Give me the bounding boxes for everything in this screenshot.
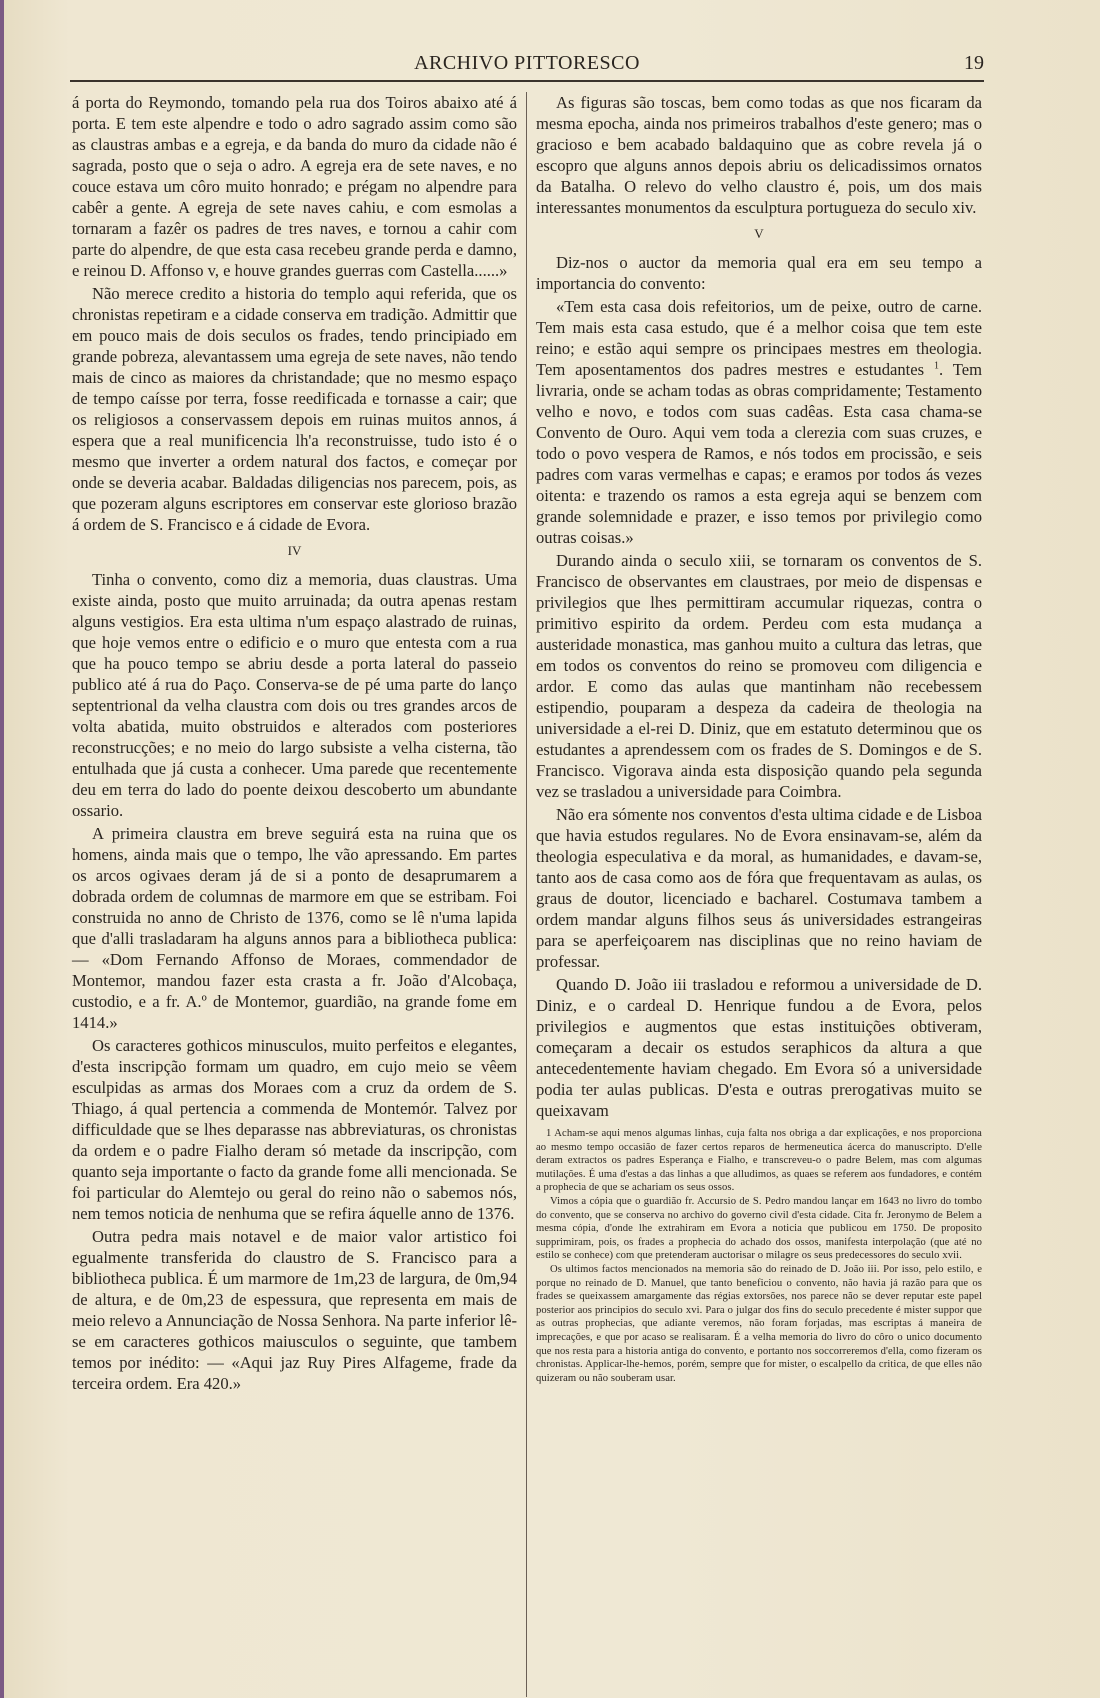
paragraph: á porta do Reymondo, tomando pela rua dos Toiros abaixo até á porta. E tem este alpendre e todo o adro sagrado assim como são as claustras ambas e a egreja, e da banda do muro da cidade não é sagrada, posto que o seja o adro. A egreja era de sete naves, e no couce estava um côro muito honrado; e prégam no alpendre para cabêr a gente. A egreja de sete naves cahiu, e com esmolas a tornaram a fazêr os padres de tres naves, e tornou a cahir com parte do alpendre, de que esta casa recebeu grande perda e damno, e reinou D. Affonso v, e houve grandes guerras com Castella......»	[72, 93, 517, 280]
paragraph: A primeira claustra em breve seguirá esta na ruina que os homens, ainda mais que o tempo, lhe vão apressando. Em partes os arcos ogivaes deram já de si a ponto de desaprumarem a dobrada ordem de columnas de marmore em que se estribam. Foi construida no anno de Christo de 1376, como se lê n'uma lapida que d'alli trasladaram ha alguns annos para a bibliotheca publica: — «Dom Fernando Affonso de Moraes, commendador de Montemor, mandou fazer esta crasta a fr. João d'Alcobaça, custodio, e a fr. A.º de Montemor, guardião, na grande fome em 1414.»	[72, 824, 517, 1032]
paragraph: Durando ainda o seculo xiii, se tornaram os conventos de S. Francisco de observantes em claustraes, por meio de dispensas e privilegios que lhes permittiram accumular riquezas, contra o primitivo espirito da ordem. Perdeu com esta mudança a austeridade monastica, mas ganhou muito a cultura das letras, que em todos os conventos do reino se promoveu com diligencia e ardor. E como das aulas que mantinham não recebessem estipendio, pouparam a despeza da cadeira de theologia na universidade a el-rei D. Diniz, que em estatuto determinou que os estudantes a aprendessem com os frades de S. Domingos e de S. Francisco. Vigorava ainda esta disposição quando pela segunda vez se trasladou a universidade para Coimbra.	[536, 551, 982, 801]
footnotes	[536, 1127, 982, 1385]
paragraph: As figuras são toscas, bem como todas as que nos ficaram da mesma epocha, ainda nos primeiros trabalhos d'este genero; mas o gracioso e bem acabado baldaquino que as cobre revela já o escopro que alguns annos depois abriu os delicadissimos ornatos da Batalha. O relevo do velho claustro é, pois, um dos mais interessantes monumentos da esculptura portugueza do seculo xiv.	[536, 93, 982, 217]
section-number: IV	[287, 543, 302, 558]
left-column	[72, 92, 517, 1396]
paragraph: Não merece credito a historia do templo aqui referida, que os chronistas repetiram e a cidade conserva em tradição. Admittir que em pouco mais de dois seculos os frades, tendo principiado em grande pobreza, alevantassem uma egreja de sete naves, não tendo mais de cinco as maiores da christandade; que no mesmo espaço de tempo caísse por terra, fosse reedificada e tornasse a cair; que os religiosos a conservassem depois em ruinas muitos annos, á espera que a real munificencia lh'a reconstruisse, tudo isto é o mesmo que inverter a ordem natural dos factos, e começar por onde se deveria acabar. Baldadas diligencias nos parecem, pois, as que pozeram alguns escriptores em conservar este glorioso brazão á ordem de S. Francisco e á cidade de Evora.	[72, 284, 517, 534]
column-divider	[526, 92, 527, 1697]
paragraph: Quando D. João iii trasladou e reformou a universidade de D. Diniz, e o cardeal D. Henrique fundou a de Evora, pelos privilegios e augmentos que estas instituições obtiveram, começaram a decair os estudos seraphicos da altura a que antecedentemente haviam chegado. Em Evora só a universidade podia ter aulas publicas. D'esta e outras prerogativas muito se queixavam	[536, 975, 982, 1120]
paragraph: Tinha o convento, como diz a memoria, duas claustras. Uma existe ainda, posto que muito arruinada; da outra apenas restam alguns vestigios. Era esta ultima n'um espaço alastrado de ruinas, que hoje vemos entre o edificio e o muro que entesta com a rua que ha pouco tempo se abriu desde a porta lateral do passeio publico até á rua do Paço. Conserva-se de pé uma parte do lanço septentrional da velha claustra com dois ou tres grandes arcos de volta abatida, muito obstruidos e alterados com posteriores reconstrucções; e no meio do largo subsiste a velha cisterna, tão entulhada que já custa a conhecer. Uma parede que recentemente deu em terra do lado do poente deixou descoberto um abundante ossario.	[72, 570, 517, 820]
newspaper-page	[4, 0, 1100, 1698]
footnote: 1 Acham-se aqui menos algumas linhas, cuja falta nos obriga a dar explicações, e nos proporciona ao mesmo tempo occasião de fazer certos reparos de hermeneutica ácerca do manuscripto. D'elle deram extractos os padres Esperança e Fialho, e transcreveu-o o padre Belem, mas com algumas mutilações. É uma d'estas a das linhas a que alludimos, as quaes se referem aos fundadores, e contém a prophecia de que se achariam os seus ossos.	[536, 1128, 982, 1194]
paragraph: Os caracteres gothicos minusculos, muito perfeitos e elegantes, d'esta inscripção formam um quadro, em cujo meio se vêem esculpidas as armas dos Moraes com a cruz da ordem de S. Thiago, á qual pertencia a commenda de Montemór. Talvez por difficuldade que se lhes deparasse nas abbreviaturas, os chronistas da ordem e o padre Fialho deram só metade da inscripção, com quanto seja importante o facto da grande fome alli mencionada. Se foi particular do Alemtejo ou geral do reino não o sabemos nós, nem temos noticia de nenhuma que se refira áquelle anno de 1376.	[72, 1036, 517, 1223]
right-column	[536, 92, 982, 1385]
footnote-marker: 1	[934, 360, 939, 372]
paragraph: Diz-nos o auctor da memoria qual era em seu tempo a importancia do convento:	[536, 253, 982, 293]
quote-text: «Tem esta casa dois refeitorios, um de peixe, outro de carne. Tem mais esta casa estudo, que é a melhor coisa que tem este reino; e estão aqui sempre os principaes mestres em theologia. Tem aposentamentos dos padres mestres e estudantes	[536, 297, 982, 379]
footnote: Vimos a cópia que o guardião fr. Accursio de S. Pedro mandou lançar em 1643 no livro do tombo do convento, que se conserva no archivo do governo civil d'esta cidade. Cita fr. Jeronymo de Belem a mesma cópia, d'onde lhe extrahiram em Evora a noticia que publicou em 1750. De proposito supprimiram, pois, os frades a prophecia do achado dos ossos, manifesta interpolação (que até no estilo se conhece) com que pretenderam auctorisar o milagre os seus predecessores do seculo xvii.	[536, 1195, 982, 1262]
footnote: Os ultimos factos mencionados na memoria são do reinado de D. João iii. Por isso, pelo estilo, e porque no reinado de D. Manuel, que tanto beneficiou o convento, não havia já razão para que os frades se queixassem amargamente das régias extorsões, nos parece não se dever reputar este papel posterior aos principios do seculo xvi. Para o julgar dos fins do seculo precedente é mister suppor que as outras prophecias, que adiante veremos, não foram forjadas, mas escriptas á maneira de imprecações, e que por acaso se realisaram. É a velha memoria do livro do côro o unico documento que nos resta para a historia antiga do convento, e portanto nos soccorreremos d'ella, como fizeram os chronistas. Applicar-lhe-hemos, porém, sempre que for mister, o escalpello da critica, de que elles não quizeram ou não souberam usar.	[536, 1263, 982, 1384]
page-header	[70, 50, 984, 80]
running-title: ARCHIVO PITTORESCO	[414, 52, 640, 74]
quote-paragraph	[536, 296, 982, 548]
quote-text-continued: . Tem livraria, onde se acham todas as obras compridamente; Testamento velho e novo, e todos com suas cadêas. Esta casa chama-se Convento de Ouro. Aqui vem toda a clerezia com suas cruzes, e todo o povo vespera de Ramos, e nós todos em procissão, e seis padres com varas vermelhas e capas; e eramos por todos ás vezes oitenta: e trazendo os ramos a esta egreja aqui se benzem com grande solemnidade e prazer, e isso temos por privilegio como outras coisas.»	[536, 360, 982, 547]
section-number: V	[754, 226, 764, 241]
header-rule	[70, 80, 984, 82]
paragraph: Não era sómente nos conventos d'esta ultima cidade e de Lisboa que havia estudos regulares. No de Evora ensinavam-se, além da theologia especulativa e da moral, as humanidades, e davam-se, tanto aos de casa como aos de fóra que frequentavam as aulas, os graus de doutor, licenciado e bacharel. Costumava tambem a ordem mandar alguns filhos seus ás universidades estrangeiras para se aperfeiçoarem nas disciplinas que no reino haviam de professar.	[536, 805, 982, 971]
page-number: 19	[964, 52, 984, 74]
paragraph: Outra pedra mais notavel e de maior valor artistico foi egualmente transferida do claustro de S. Francisco para a bibliotheca publica. É um marmore de 1m,23 de largura, de 0m,94 de altura, e de 0m,23 de espessura, que representa em mais de meio relevo a Annunciação de Nossa Senhora. Na parte inferior lê-se em caracteres gothicos maiusculos o seguinte, que tambem temos por inédito: — «Aqui jaz Ruy Pires Alfageme, frade da terceira ordem. Era 420.»	[72, 1227, 517, 1393]
